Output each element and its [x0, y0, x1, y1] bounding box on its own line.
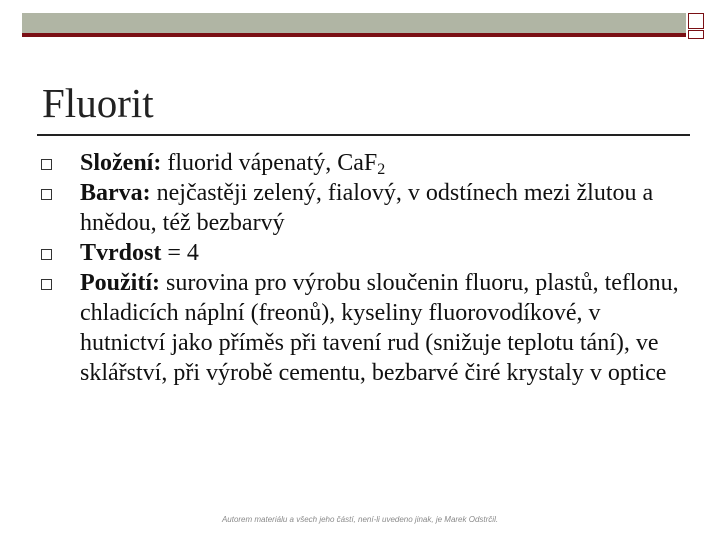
header-accent-line	[22, 33, 686, 37]
bullet-text: nejčastěji zelený, fialový, v odstínech mezi žlutou a hnědou, též bezbarvý	[80, 180, 654, 236]
bullet-text: surovina pro výrobu sloučenin fluoru, plastů, teflonu, chladicích náplní (freonů), kyseliny fluorovodíkové, v hutnictví jako příměs při tavení rud (snižuje teplotu tání), ve sklářství, při výrobě cementu, bezbarvé čiré krystaly v optice	[80, 270, 679, 386]
bullet-color	[40, 178, 680, 238]
title-underline	[37, 134, 690, 136]
bullet-label: Složení:	[80, 150, 162, 176]
corner-square-top	[688, 13, 704, 29]
square-bullet-icon	[41, 279, 52, 290]
slide-title: Fluorit	[42, 80, 154, 126]
bullet-label: Použití:	[80, 270, 160, 296]
footer-credit: Autorem materiálu a všech jeho částí, není-li uvedeno jinak, je Marek Odstrčil.	[221, 515, 499, 524]
square-bullet-icon	[41, 159, 52, 170]
bullet-composition	[40, 148, 680, 178]
bullet-list	[40, 148, 680, 388]
bullet-usage	[40, 268, 680, 388]
subscript: 2	[377, 161, 386, 178]
square-bullet-icon	[41, 189, 52, 200]
bullet-text: = 4	[161, 240, 199, 266]
bullet-hardness	[40, 238, 680, 268]
bullet-label: Tvrdost	[80, 240, 162, 266]
corner-square-bottom	[688, 30, 704, 39]
square-bullet-icon	[41, 249, 52, 260]
bullet-text: fluorid vápenatý, CaF	[161, 150, 378, 176]
bullet-label: Barva:	[80, 180, 151, 206]
